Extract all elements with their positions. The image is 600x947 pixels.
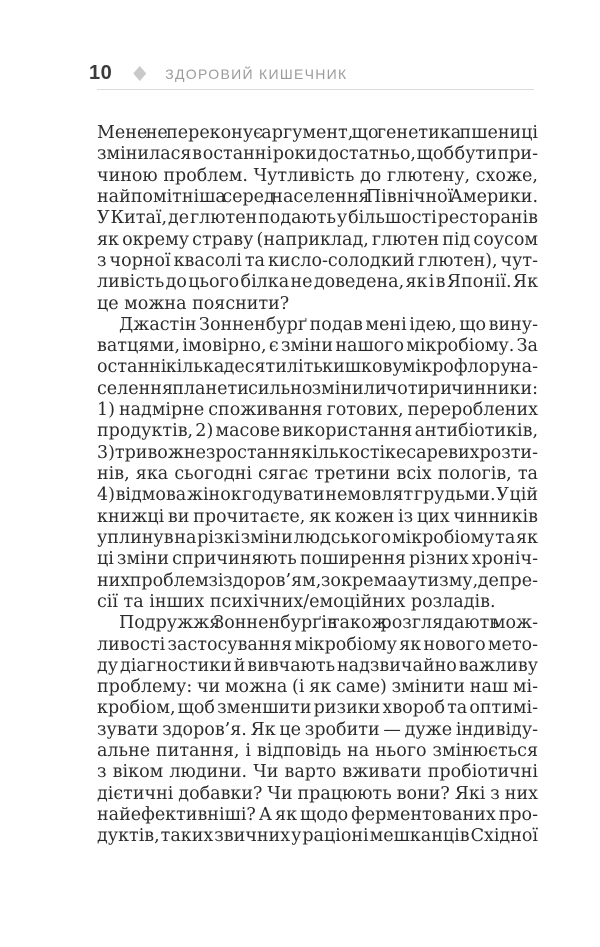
diamond-icon (133, 66, 146, 81)
text-line: зувати здоров’я. Як це зробити — дуже індивіду- (97, 719, 539, 740)
header-row (89, 63, 538, 84)
text-line: ливість до цього білка не доведена, як і в Японії. Як (97, 272, 539, 293)
text-line: селення планети сильно змінили чотири чинники: (97, 378, 539, 399)
paragraph (97, 123, 538, 315)
text-line: Подружжя Зонненбурґів також розглядають мож- (119, 613, 538, 634)
text-line: продуктів, 2) масове використання антибіотиків, (97, 421, 539, 442)
text-line: кробіом, щоб зменшити ризики хвороб та оптимі- (97, 698, 538, 719)
text-line: змінилася в останні роки достатньо, щоб бути при- (97, 144, 538, 165)
text-line: них проблем зі здоров’ям, зокрема аутизму, депре- (97, 570, 539, 591)
text-line: з чорної квасолі та кисло-солодкий глютен), чут- (97, 250, 539, 271)
text-line: ду діагностики й вивчають надзвичайно важливу (97, 655, 539, 676)
text-line: Джастін Зонненбурґ подав мені ідею, що вину- (119, 314, 538, 335)
page-number: 10 (89, 62, 113, 84)
text-line: останні кілька десятиліть кишкову мікрофлору на- (97, 357, 539, 378)
text-line: ватцями, імовірно, є зміни нашого мікробіому. За (97, 336, 538, 357)
text-line: У Китаї, де глютен подають у більшості ресторанів (97, 208, 539, 229)
text-line: це можна пояснити? (97, 293, 290, 314)
header-rule (97, 89, 534, 90)
running-title: ЗДОРОВИЙ КИШЕЧНИК (165, 65, 348, 82)
text-line: чиною проблем. Чутливість до глютену, схоже, (97, 165, 538, 186)
text-line: з віком людини. Чи варто вживати пробіотичні (97, 762, 539, 783)
text-line: дієтичні добавки? Чи працюють вони? Які з них (97, 783, 538, 804)
text-line: проблему: чи можна (і як саме) змінити наш мі- (97, 677, 539, 698)
text-line: 1) надмірне споживання готових, перероблених (97, 400, 539, 421)
text-line: ливості застосування мікробіому як нового мето- (97, 634, 538, 655)
paragraph (97, 613, 538, 847)
text-line: альне питання, і відповідь на нього змінюється (97, 741, 538, 762)
text-line: книжці ви прочитаєте, як кожен із цих чинників (97, 506, 538, 527)
text-line: 4) відмова жінок годувати немовлят грудьми. У цій (97, 485, 538, 506)
text-line: сії та інших психічних/емоційних розладів. (97, 591, 496, 612)
text-line: 3) тривожне зростання кількості кесаревих розти- (97, 442, 538, 463)
text-line: ці зміни спричиняють поширення різних хроніч- (97, 549, 539, 570)
text-line: дуктів, таких звичних у раціоні мешканців Східної (97, 826, 538, 847)
paragraph (97, 315, 538, 613)
text-line: як окрему страву (наприклад, глютен під соусом (97, 229, 538, 250)
text-line: найпомітніша серед населення Північної Америки. (97, 186, 539, 207)
text-line: уплинув на різкі зміни людського мікробіому та як (97, 527, 538, 548)
text-line: найефективніші? А як щодо ферментованих про- (97, 805, 538, 825)
body-text (97, 123, 538, 848)
text-line: Мене не переконує аргумент, що генетика пшениці (97, 123, 538, 143)
page-header (89, 63, 538, 90)
text-line: нів, яка сьогодні сягає третини всіх пологів, та (97, 464, 538, 484)
